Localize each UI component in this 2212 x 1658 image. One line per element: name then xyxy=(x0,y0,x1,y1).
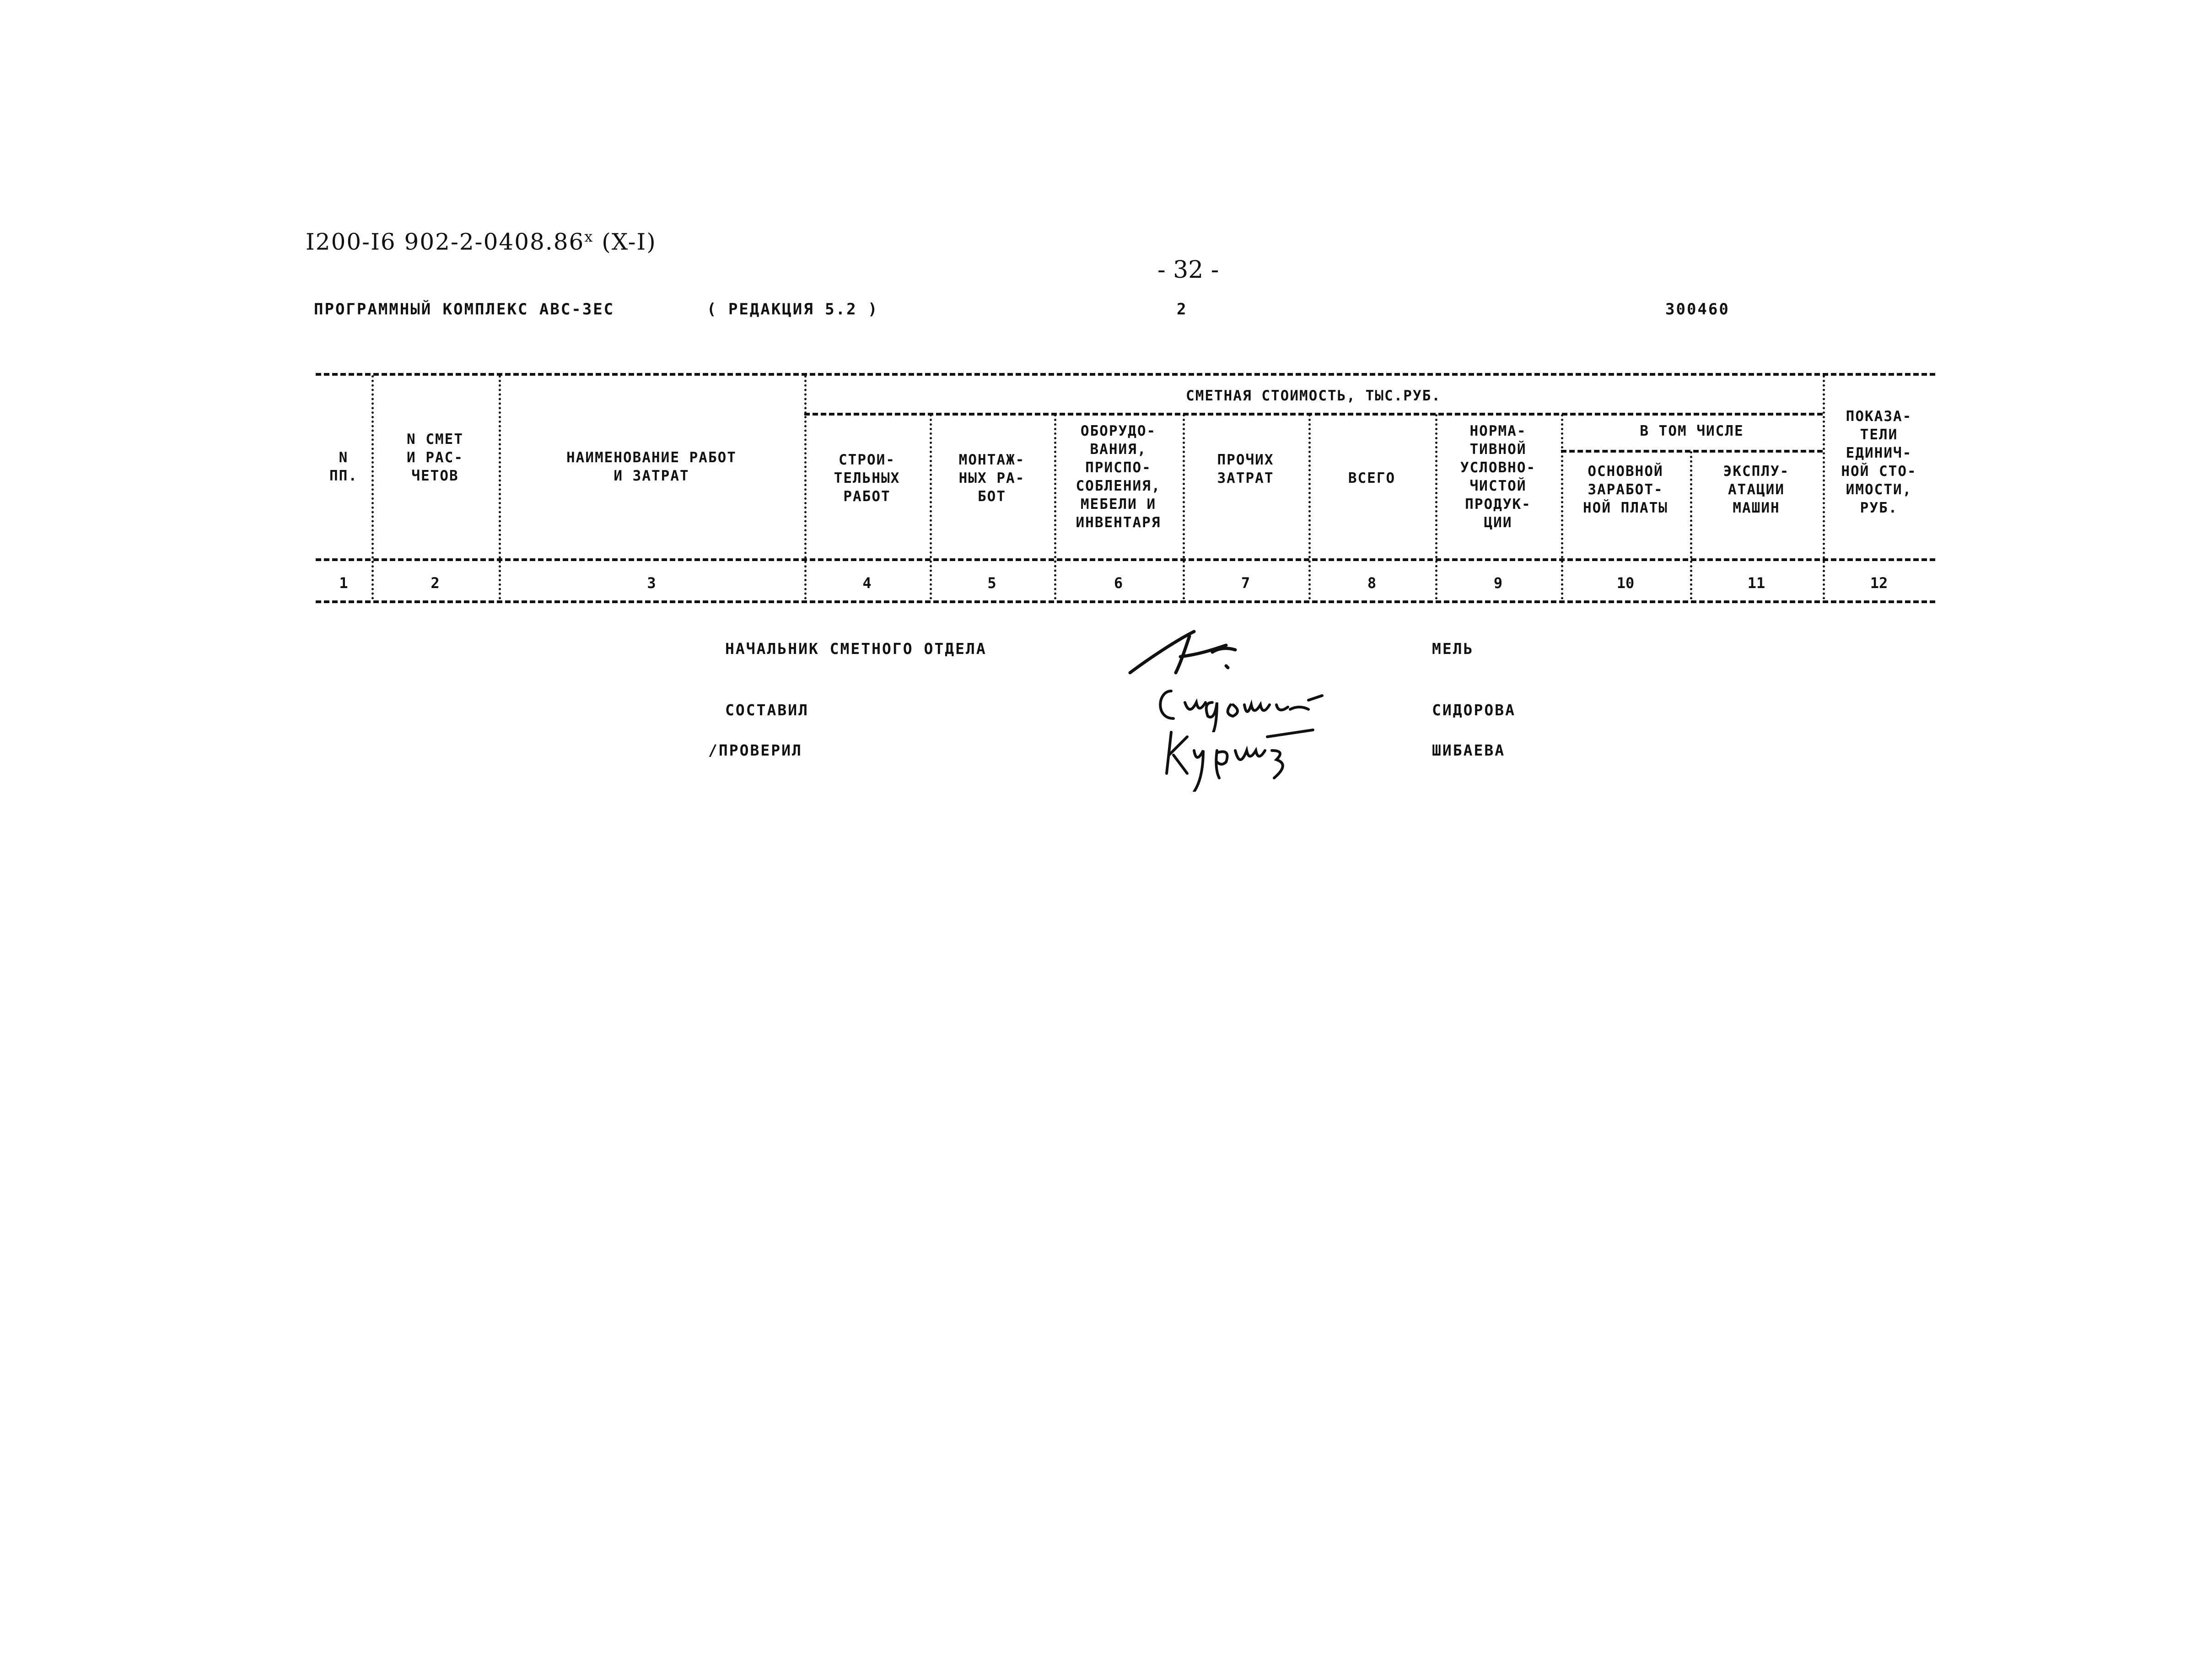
col-divider xyxy=(499,375,501,599)
handwritten-signature-checker xyxy=(1153,723,1345,792)
signatory-name: ШИБАЕВА xyxy=(1432,741,1506,759)
page-number: - 32 - xyxy=(1157,256,1219,284)
col-header-other: ПРОЧИХ ЗАТРАТ xyxy=(1217,452,1274,486)
column-number: 7 xyxy=(1241,574,1250,592)
edition-label: ( РЕДАКЦИЯ 5.2 ) xyxy=(707,300,879,319)
col-header-total: ВСЕГО xyxy=(1348,470,1396,486)
table-bottom-rule xyxy=(316,600,1935,603)
estimate-table xyxy=(316,366,1935,613)
col-divider xyxy=(371,375,374,599)
column-number: 8 xyxy=(1367,574,1377,592)
col-header-name: НАИМЕНОВАНИЕ РАБОТ И ЗАТРАТ xyxy=(566,449,737,484)
col-divider xyxy=(930,414,932,599)
group-rule xyxy=(804,413,1823,416)
column-number: 6 xyxy=(1114,574,1123,592)
breakdown-subheader: В ТОМ ЧИСЛЕ xyxy=(1640,423,1744,439)
col-header-estimate: N СМЕТ И РАС- ЧЕТОВ xyxy=(407,431,463,484)
column-number: 2 xyxy=(431,574,440,592)
column-number: 9 xyxy=(1493,574,1503,592)
col-header-equipment: ОБОРУДО- ВАНИЯ, ПРИСПО- СОБЛЕНИЯ, МЕБЕЛИ И ИНВЕНТАРЯ xyxy=(1076,423,1161,531)
signature-role: СОСТАВИЛ xyxy=(725,701,809,719)
document-number: 300460 xyxy=(1665,300,1730,319)
col-header-normative: НОРМА- ТИВНОЙ УСЛОВНО- ЧИСТОЙ ПРОДУК- ЦИИ xyxy=(1460,423,1536,531)
signature-role: /ПРОВЕРИЛ xyxy=(708,741,802,759)
column-number: 4 xyxy=(862,574,872,592)
signatory-name: СИДОРОВА xyxy=(1432,701,1516,719)
column-number: 5 xyxy=(987,574,996,592)
program-title: ПРОГРАММНЫЙ КОМПЛЕКС АВС-3ЕС xyxy=(314,300,615,319)
table-top-rule xyxy=(316,373,1935,376)
col-header-construction: СТРОИ- ТЕЛЬНЫХ РАБОТ xyxy=(834,452,900,505)
col-header-wages: ОСНОВНОЙ ЗАРАБОТ- НОЙ ПЛАТЫ xyxy=(1583,463,1668,516)
column-number: 12 xyxy=(1870,574,1888,592)
col-header-number: N ПП. xyxy=(329,449,358,484)
header-bottom-rule xyxy=(316,558,1935,561)
column-number: 11 xyxy=(1747,574,1765,592)
column-number: 1 xyxy=(339,574,348,592)
column-number: 3 xyxy=(647,574,656,592)
sheet-number: 2 xyxy=(1177,300,1188,319)
column-number: 10 xyxy=(1616,574,1635,592)
col-header-mounting: МОНТАЖ- НЫХ РА- БОТ xyxy=(958,452,1025,505)
document-code: I200-I6 902-2-0408.86$^x$ (X-I) xyxy=(306,228,657,255)
cost-group-header: СМЕТНАЯ СТОИМОСТЬ, ТЫС.РУБ. xyxy=(1186,388,1441,404)
col-divider xyxy=(1308,414,1311,599)
col-divider xyxy=(1183,414,1185,599)
handwritten-signature-chief xyxy=(1121,622,1267,686)
col-header-machines: ЭКСПЛУ- АТАЦИИ МАШИН xyxy=(1723,463,1790,516)
signature-role: НАЧАЛЬНИК СМЕТНОГО ОТДЕЛА xyxy=(725,640,987,658)
col-header-indicators: ПОКАЗА- ТЕЛИ ЕДИНИЧ- НОЙ СТО- ИМОСТИ, РУБ. xyxy=(1841,408,1917,516)
signatory-name: МЕЛЬ xyxy=(1432,640,1474,658)
